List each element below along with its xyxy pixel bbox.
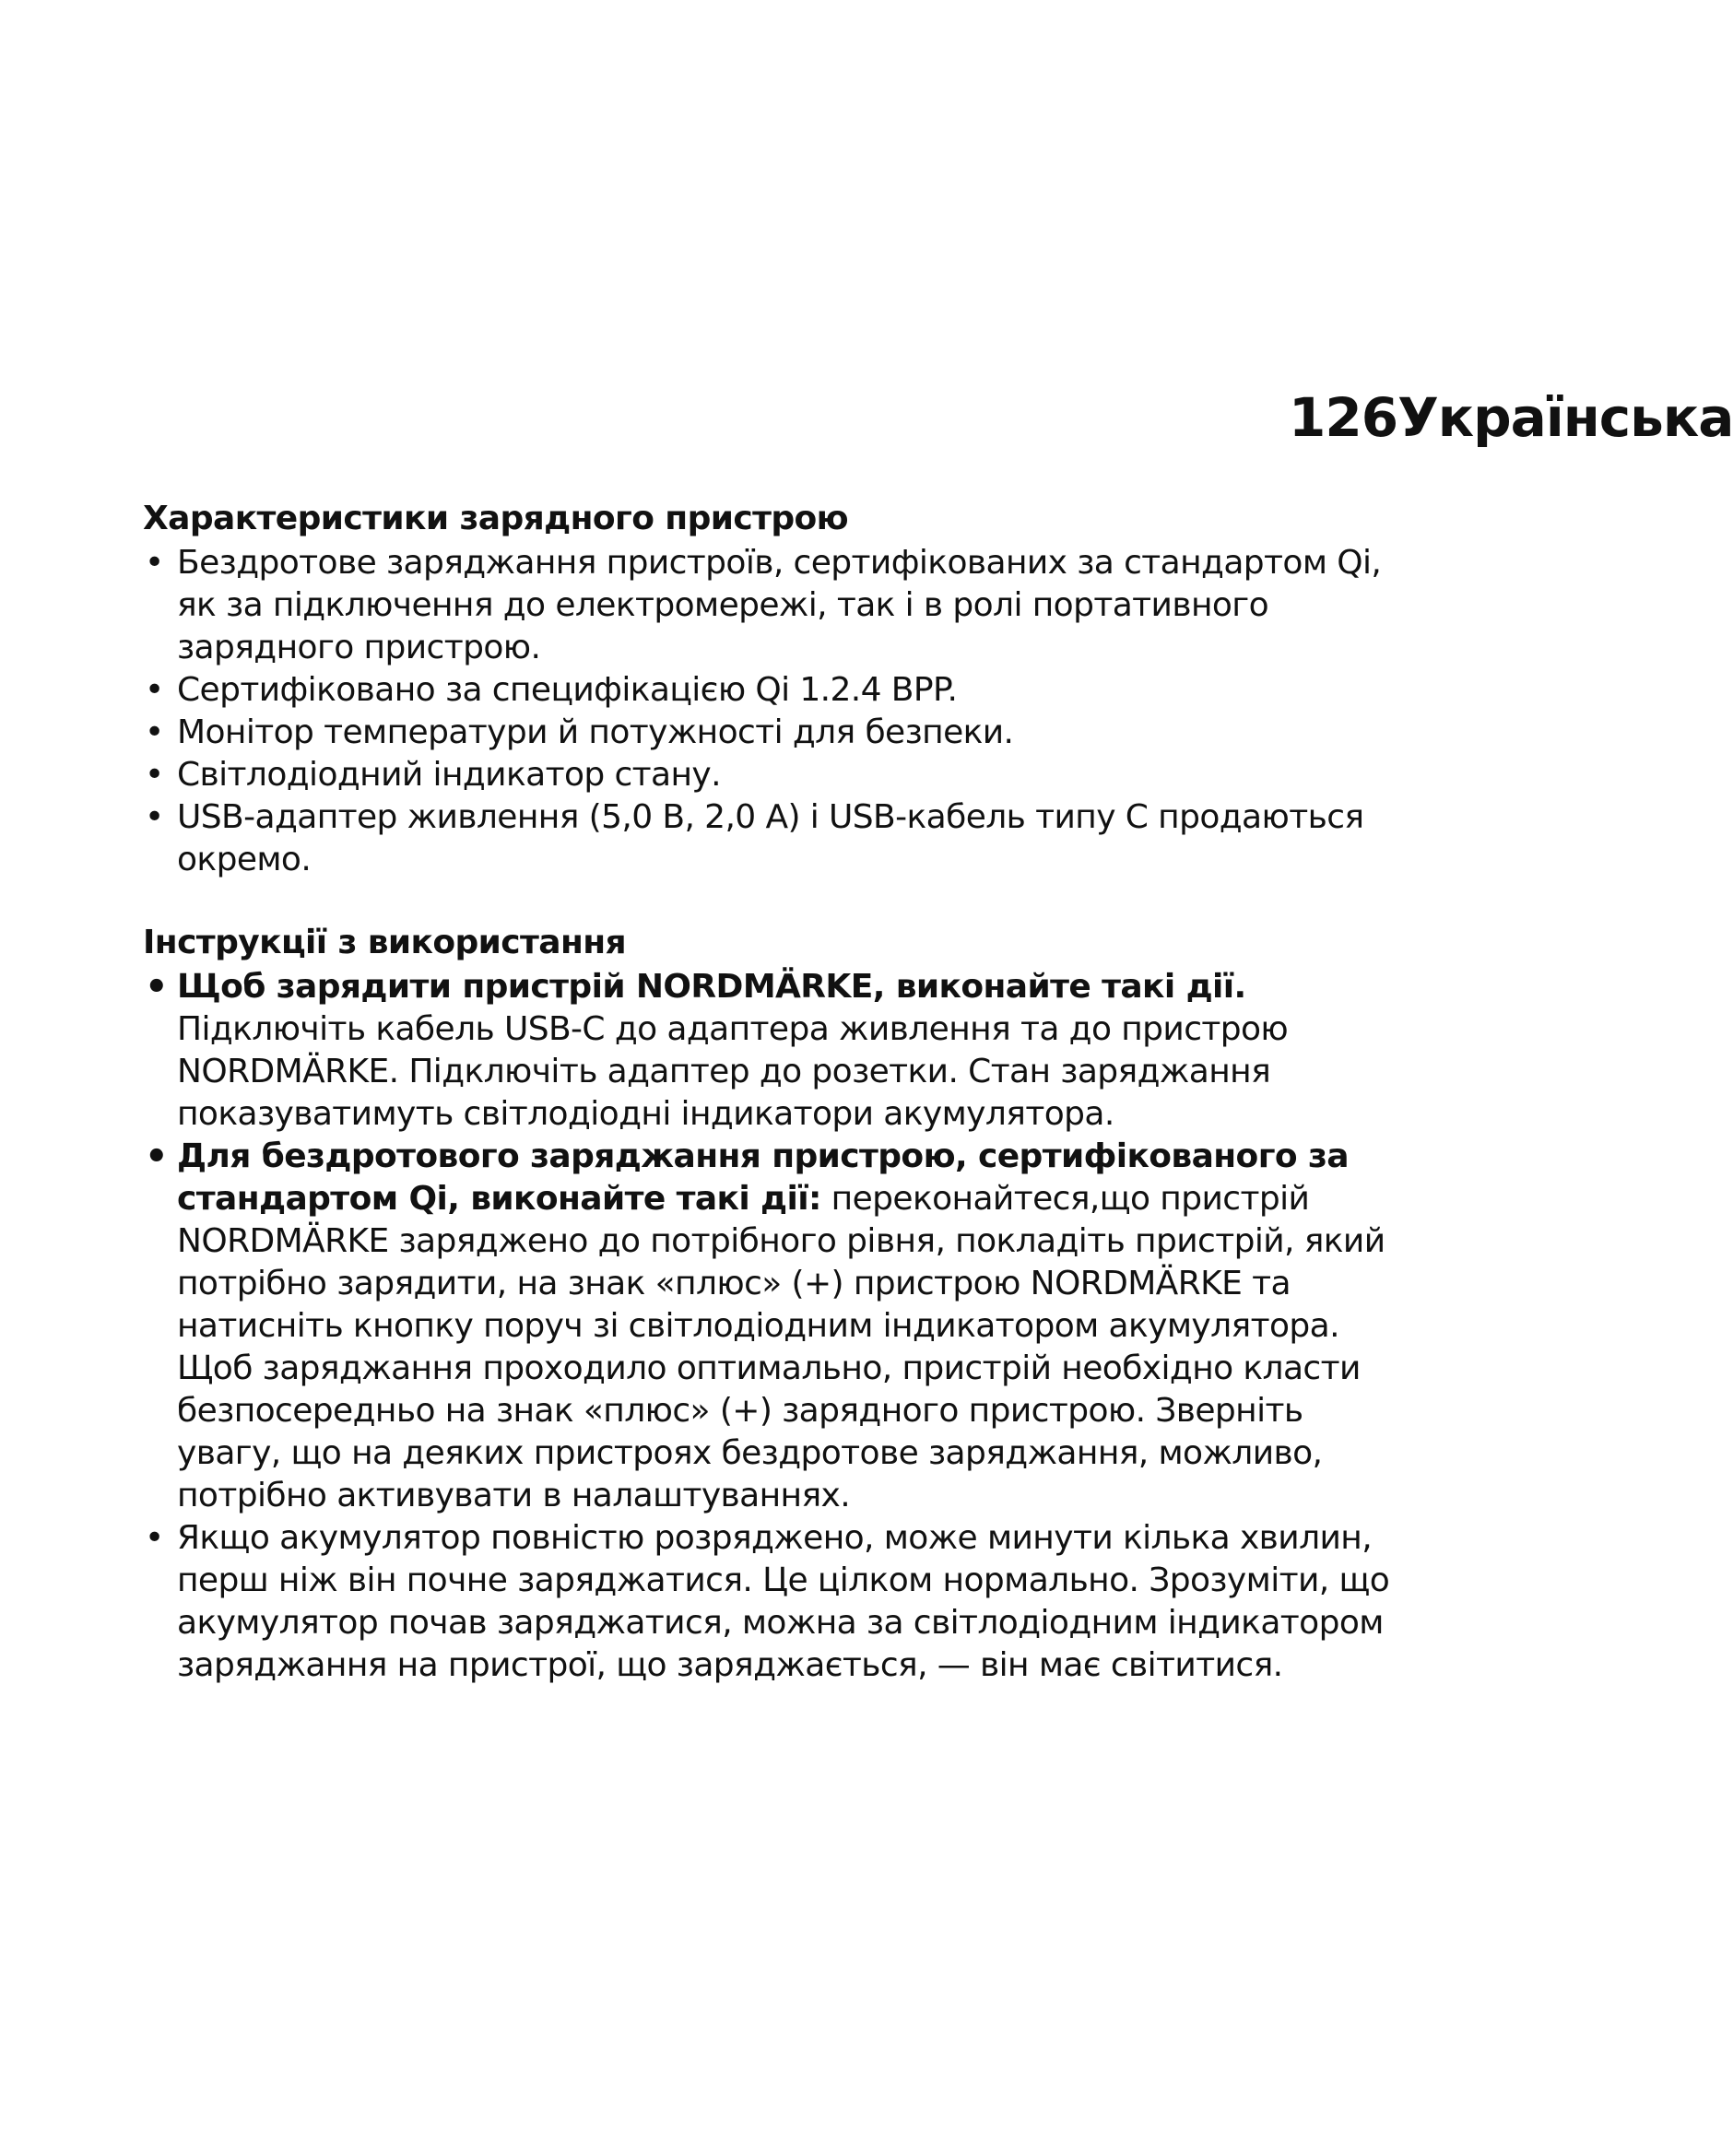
section-spacer <box>143 881 1406 920</box>
feature-item: • Світлодіодний індикатор стану. <box>143 754 1406 796</box>
instruction-item <box>143 1136 1406 1517</box>
instruction-text: Якщо акумулятор повністю розряджено, може минути кілька хвилин, перш ніж він почне заряджатися. Це цілком нормально. Зрозуміти, що акумулятор почав заряджатися, можна за світлодіодним індикатором заряджання на пристрої, що заряджається, — він має світитися. <box>177 1519 1390 1684</box>
page-header <box>1289 385 1733 450</box>
page-language: Українська <box>1397 386 1733 449</box>
feature-item: • Бездротове заряджання пристроїв, сертифікованих за стандартом Qi, як за підключення до електромережі, так і в ролі портативного зарядного пристрою. <box>143 542 1406 669</box>
feature-item: • USB-адаптер живлення (5,0 В, 2,0 А) і USB-кабель типу С продаються окремо. <box>143 796 1406 881</box>
instruction-item <box>143 1517 1406 1687</box>
instruction-text: Підключіть кабель USB-C до адаптера живлення та до пристрою NORDMÄRKE. Підключіть адаптер до розетки. Стан заряджання показуватимуть світлодіодні індикатори акумулятора. <box>177 1010 1289 1133</box>
instruction-text: переконайтеся,що пристрій NORDMÄRKE заряджено до потрібного рівня, покладіть пристрій, який потрібно зарядити, на знак «плюс» (+) пристрою NORDMÄRKE та натисніть кнопку поруч зі світлодіодним індикатором акумулятора. Щоб заряджання проходило оптимально, пристрій необхідно класти безпосередньо на знак «плюс» (+) зарядного пристрою. Зверніть увагу, що на деяких пристроях бездротове заряджання, можливо, потрібно активувати в налаштуваннях. <box>177 1180 1385 1514</box>
features-heading: Характеристики зарядного пристрою <box>143 500 849 537</box>
features-list <box>143 542 1406 881</box>
instructions-list <box>143 966 1406 1687</box>
feature-item: • Монітор температури й потужності для безпеки. <box>143 712 1406 754</box>
instructions-heading: Інструкції з використання <box>143 924 627 961</box>
document-body <box>143 496 1406 1687</box>
page-number: 126 <box>1289 386 1398 449</box>
feature-item: • Сертифіковано за специфікацією Qi 1.2.4 BPP. <box>143 669 1406 712</box>
instruction-item <box>143 966 1406 1136</box>
instruction-lead: Для бездротового заряджання пристрою, сертифікованого за стандартом Qi, виконайте такі дії: <box>177 1137 1349 1218</box>
instruction-lead: Щоб зарядити пристрій NORDMÄRKE, виконайте такі дії. <box>177 968 1246 1006</box>
